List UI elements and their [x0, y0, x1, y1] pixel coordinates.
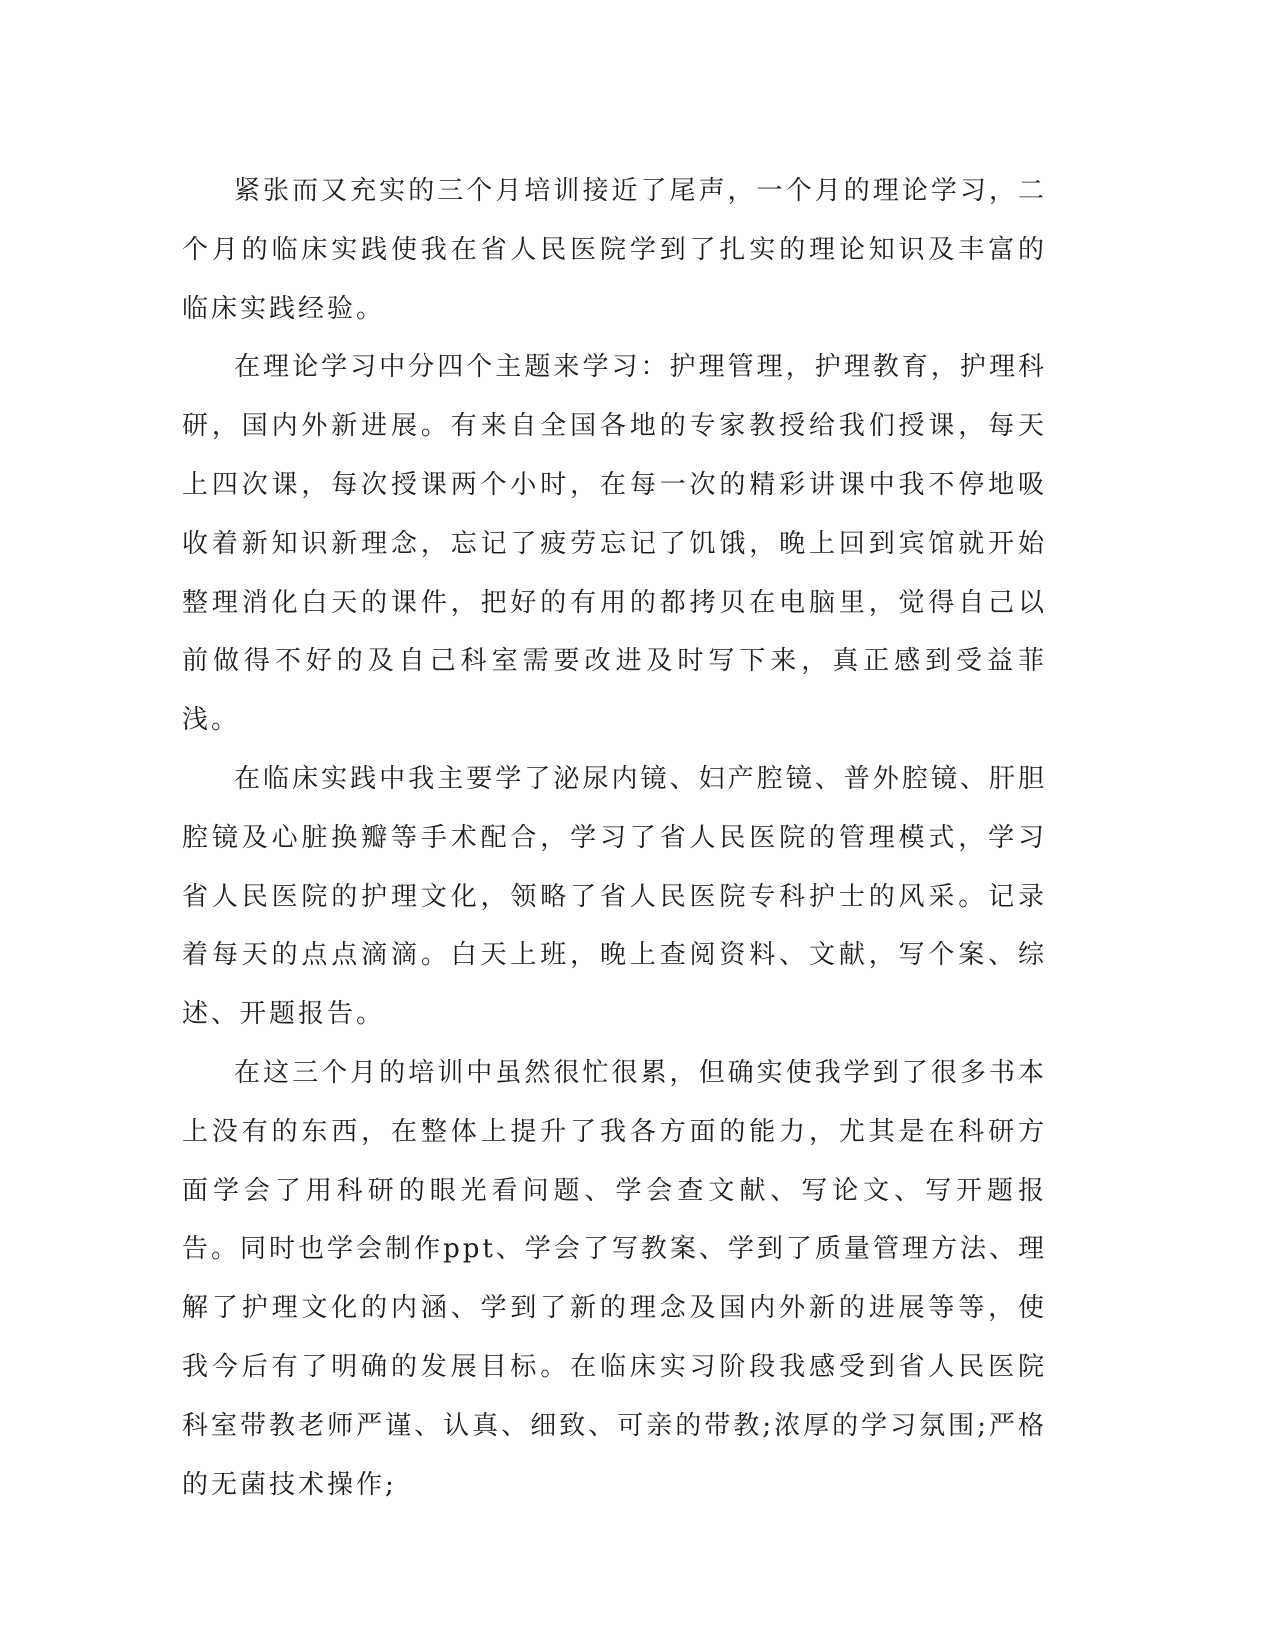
document-body: [182, 162, 1047, 1514]
paragraph-clinical-practice: 在临床实践中我主要学了泌尿内镜、妇产腔镜、普外腔镜、肝胆腔镜及心脏换瓣等手术配合，学习了省人民医院的管理模式，学习省人民医院的护理文化，领略了省人民医院专科护士的风采。记录着每天的点点滴滴。白天上班，晚上查阅资料、文献，写个案、综述、开题报告。: [182, 763, 1047, 1030]
paragraph-gains: 在这三个月的培训中虽然很忙很累，但确实使我学到了很多书本上没有的东西，在整体上提升了我各方面的能力，尤其是在科研方面学会了用科研的眼光看问题、学会查文献、写论文、写开题报告。同时也学会制作ppt、学会了写教案、学到了质量管理方法、理解了护理文化的内涵、学到了新的理念及国内外新的进展等等，使我今后有了明确的发展目标。在临床实习阶段我感受到省人民医院科室带教老师严谨、认真、细致、可亲的带教;浓厚的学习氛围;严格的无菌技术操作;: [182, 1057, 1047, 1500]
paragraph-theory-study: 在理论学习中分四个主题来学习：护理管理，护理教育，护理科研，国内外新进展。有来自全国各地的专家教授给我们授课，每天上四次课，每次授课两个小时，在每一次的精彩讲课中我不停地吸收着新知识新理念，忘记了疲劳忘记了饥饿，晚上回到宾馆就开始整理消化白天的课件，把好的有用的都拷贝在电脑里，觉得自己以前做得不好的及自己科室需要改进及时写下来，真正感到受益菲浅。: [182, 352, 1047, 736]
paragraph-training-summary: 紧张而又充实的三个月培训接近了尾声，一个月的理论学习，二个月的临床实践使我在省人民医院学到了扎实的理论知识及丰富的临床实践经验。: [182, 176, 1047, 324]
